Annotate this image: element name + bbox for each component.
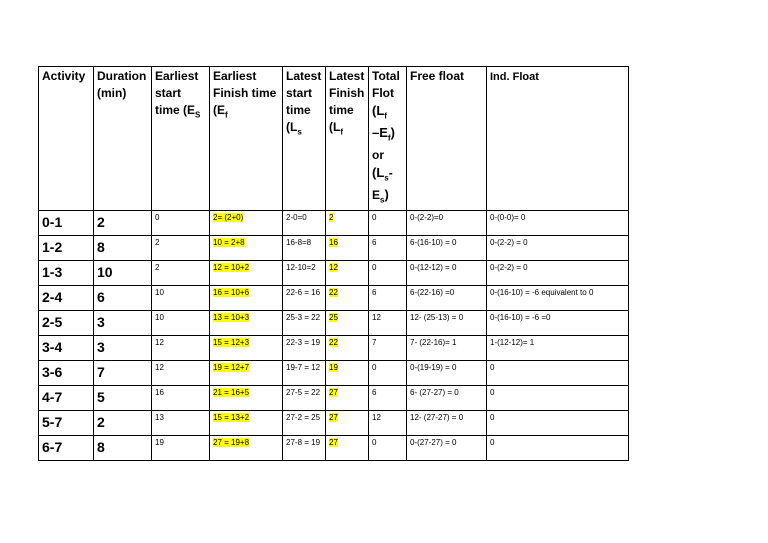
latest-finish-cell: 2 [326,210,369,235]
earliest-start-cell: 12 [152,335,210,360]
latest-start-cell: 25-3 = 22 [283,310,326,335]
table-row [39,310,629,335]
table-row [39,210,629,235]
duration-cell: 2 [94,210,152,235]
activity-cell: 0-1 [39,210,94,235]
earliest-start-cell: 2 [152,260,210,285]
total-float-cell: 6 [369,385,407,410]
earliest-finish-cell: 16 = 10+6 [210,285,283,310]
latest-start-cell: 19-7 = 12 [283,360,326,385]
duration-cell: 3 [94,310,152,335]
header-row [39,67,629,211]
earliest-start-cell: 13 [152,410,210,435]
header-total-float: Total Flot ($L_f$ $-E_f$) or ($L_s-$ $E_s$) [369,67,407,211]
duration-cell: 8 [94,235,152,260]
earliest-finish-cell: 27 = 19+8 [210,435,283,460]
earliest-finish-cell: 15 = 13+2 [210,410,283,435]
latest-start-cell: 27-2 = 25 [283,410,326,435]
duration-cell: 10 [94,260,152,285]
free-float-cell: 6- (27-27) = 0 [407,385,487,410]
latest-start-cell: 16-8=8 [283,235,326,260]
total-float-cell: 12 [369,310,407,335]
latest-finish-cell: 19 [326,360,369,385]
duration-cell: 6 [94,285,152,310]
free-float-cell: 0-(19-19) = 0 [407,360,487,385]
table-row [39,385,629,410]
earliest-start-cell: 16 [152,385,210,410]
free-float-cell: 7- (22-16)= 1 [407,335,487,360]
free-float-cell: 6-(22-16) =0 [407,285,487,310]
earliest-start-cell: 2 [152,235,210,260]
duration-cell: 2 [94,410,152,435]
independent-float-cell: 1-(12-12)= 1 [487,335,629,360]
header-earliest-finish: Earliest Finish time ($E_f$ [210,67,283,211]
total-float-cell: 6 [369,235,407,260]
earliest-start-cell: 10 [152,310,210,335]
latest-finish-cell: 22 [326,285,369,310]
free-float-cell: 12- (27-27) = 0 [407,410,487,435]
total-float-cell: 6 [369,285,407,310]
latest-finish-cell: 12 [326,260,369,285]
latest-start-cell: 22-6 = 16 [283,285,326,310]
total-float-cell: 12 [369,410,407,435]
table-row [39,360,629,385]
latest-finish-cell: 27 [326,385,369,410]
float-table [38,66,629,461]
independent-float-cell: 0-(2-2) = 0 [487,260,629,285]
latest-finish-cell: 27 [326,410,369,435]
total-float-cell: 7 [369,335,407,360]
header-latest-finish: Latest Finish time ($L_f$ [326,67,369,211]
latest-start-cell: 27-5 = 22 [283,385,326,410]
activity-cell: 3-4 [39,335,94,360]
independent-float-cell: 0-(0-0)= 0 [487,210,629,235]
duration-cell: 7 [94,360,152,385]
independent-float-cell: 0 [487,385,629,410]
header-latest-start: Latest start time ($L_s$ [283,67,326,211]
activity-cell: 5-7 [39,410,94,435]
free-float-cell: 0-(2-2)=0 [407,210,487,235]
header-activity: Activity [39,67,94,211]
table-row [39,285,629,310]
table-row [39,435,629,460]
activity-cell: 6-7 [39,435,94,460]
table-row [39,335,629,360]
total-float-cell: 0 [369,210,407,235]
table-row [39,260,629,285]
latest-start-cell: 22-3 = 19 [283,335,326,360]
duration-cell: 3 [94,335,152,360]
earliest-start-cell: 12 [152,360,210,385]
earliest-start-cell: 19 [152,435,210,460]
independent-float-cell: 0 [487,410,629,435]
activity-cell: 4-7 [39,385,94,410]
earliest-finish-cell: 19 = 12+7 [210,360,283,385]
duration-cell: 8 [94,435,152,460]
independent-float-cell: 0 [487,360,629,385]
earliest-finish-cell: 15 = 12+3 [210,335,283,360]
latest-start-cell: 2-0=0 [283,210,326,235]
latest-finish-cell: 22 [326,335,369,360]
activity-cell: 2-5 [39,310,94,335]
total-float-cell: 0 [369,260,407,285]
latest-finish-cell: 25 [326,310,369,335]
free-float-cell: 0-(12-12) = 0 [407,260,487,285]
free-float-cell: 0-(27-27) = 0 [407,435,487,460]
earliest-finish-cell: 13 = 10+3 [210,310,283,335]
latest-start-cell: 12-10=2 [283,260,326,285]
independent-float-cell: 0-(16-10) = -6 =0 [487,310,629,335]
total-float-cell: 0 [369,360,407,385]
table-row [39,410,629,435]
latest-finish-cell: 27 [326,435,369,460]
earliest-finish-cell: 2= (2+0) [210,210,283,235]
free-float-cell: 6-(16-10) = 0 [407,235,487,260]
earliest-finish-cell: 21 = 16+5 [210,385,283,410]
activity-cell: 2-4 [39,285,94,310]
independent-float-cell: 0 [487,435,629,460]
activity-cell: 3-6 [39,360,94,385]
header-duration: Duration (min) [94,67,152,211]
free-float-cell: 12- (25-13) = 0 [407,310,487,335]
independent-float-cell: 0-(2-2) = 0 [487,235,629,260]
earliest-finish-cell: 12 = 10+2 [210,260,283,285]
header-independent-float: Ind. Float [487,67,629,211]
earliest-finish-cell: 10 = 2+8 [210,235,283,260]
earliest-start-cell: 0 [152,210,210,235]
activity-cell: 1-3 [39,260,94,285]
latest-start-cell: 27-8 = 19 [283,435,326,460]
activity-cell: 1-2 [39,235,94,260]
latest-finish-cell: 16 [326,235,369,260]
earliest-start-cell: 10 [152,285,210,310]
table-row [39,235,629,260]
independent-float-cell: 0-(16-10) = -6 equivalent to 0 [487,285,629,310]
duration-cell: 5 [94,385,152,410]
total-float-cell: 0 [369,435,407,460]
header-free-float: Free float [407,67,487,211]
header-earliest-start: Earliest start time ($E_S$ [152,67,210,211]
